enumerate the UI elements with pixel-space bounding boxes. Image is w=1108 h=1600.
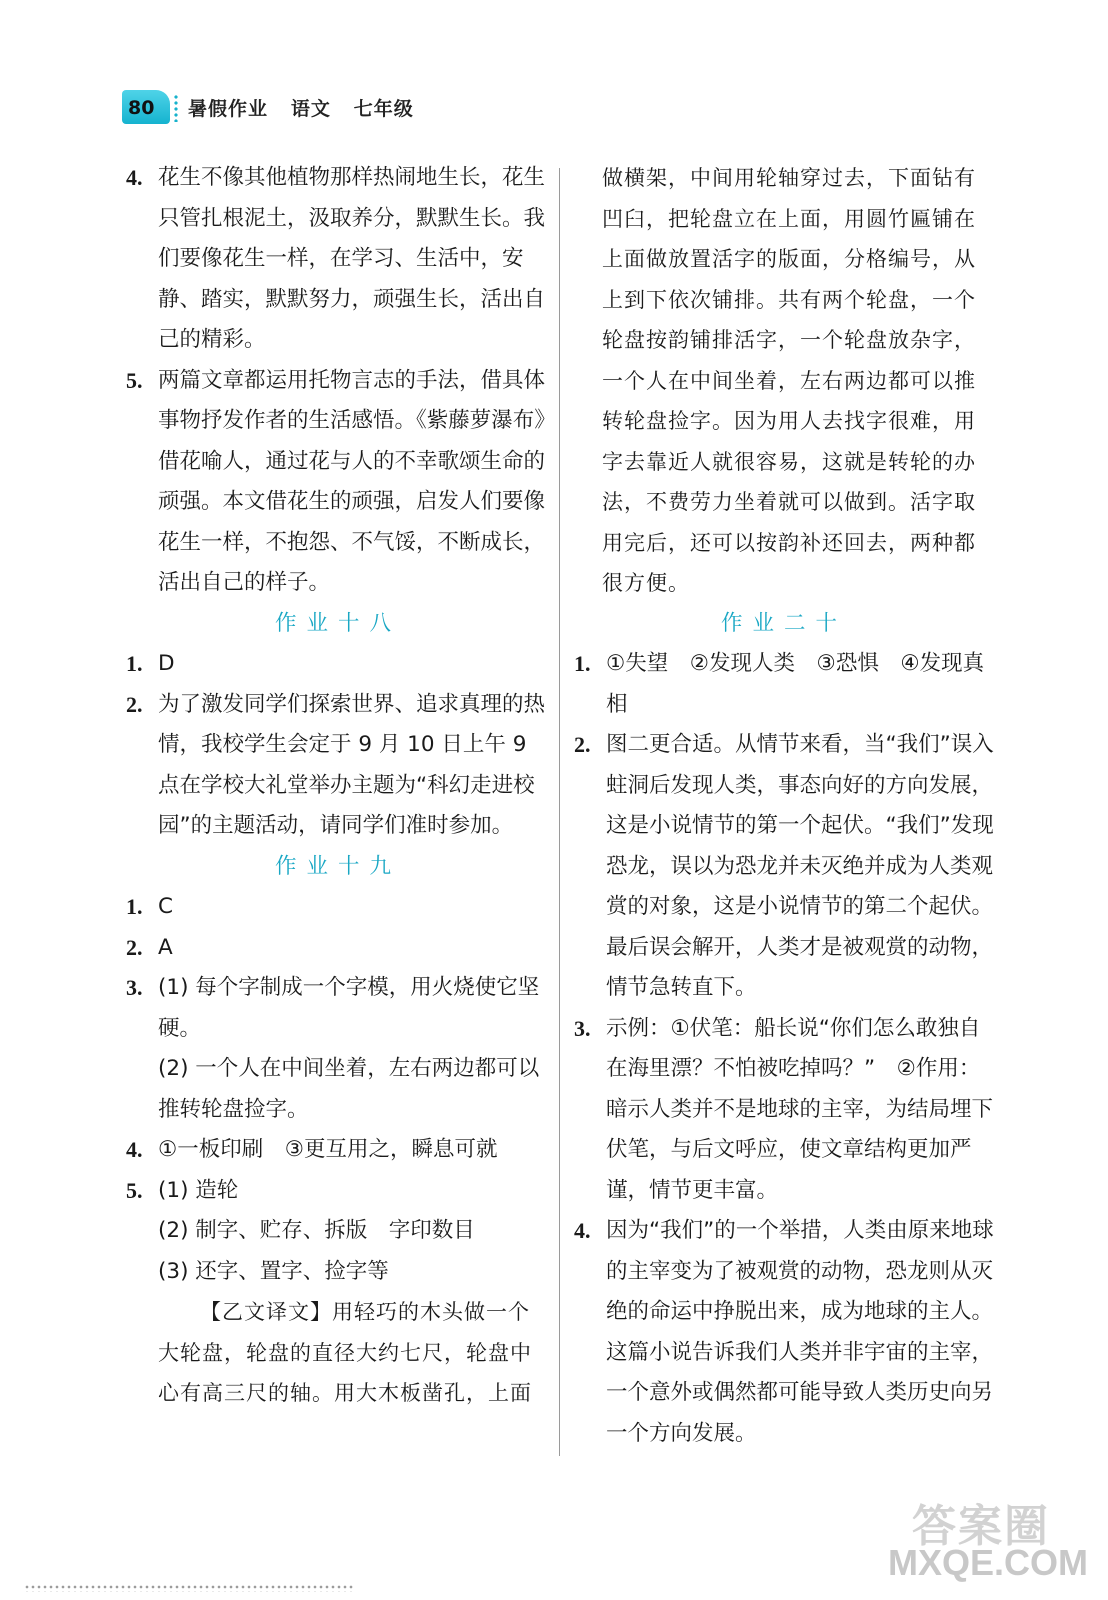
item-number: 1. xyxy=(574,651,591,676)
item-text: D xyxy=(158,651,175,676)
item-number: 4. xyxy=(126,165,143,190)
answer-item xyxy=(574,725,994,1009)
right-column xyxy=(574,158,994,1454)
watermark-cn: 答案圈 xyxy=(912,1502,1050,1551)
item-number: 3. xyxy=(574,1015,591,1041)
item-text: (1) 造轮 xyxy=(158,1177,239,1203)
item-text: ①一板印刷 ③更互用之，瞬息可就 xyxy=(158,1137,498,1162)
item-text: 两篇文章都运用托物言志的手法，借具体事物抒发作者的生活感悟。《紫藤萝瀑布》借花喻人，通过花与人的不幸歌颂生命的顽强。本文借花生的顽强，启发人们要像花生一样，不抱怨、不气馁，不断成长，活出自己的样子。 xyxy=(158,367,546,595)
translation-text-right: 做横架，中间用轮轴穿过去，下面钻有凹臼，把轮盘立在上面，用圆竹匾铺在上面做放置活字的版面，分格编号，从上到下依次铺排。共有两个轮盘，一个轮盘按韵铺排活字，一个轮盘放杂字，一个人在中间坐着，左右两边都可以推转轮盘捡字。因为用人去找字很难，用字去靠近人就很容易，这就是转轮的办法，不费劳力坐着就可以做到。活字取用完后，还可以按韵补还回去，两种都很方便。 xyxy=(602,166,976,595)
header-dots xyxy=(174,94,178,122)
page-header xyxy=(122,88,452,128)
item-number: 3. xyxy=(126,975,143,1000)
item-text: 因为“我们”的一个举措，人类由原来地球的主宰变为了被观赏的动物，恐龙则从灭绝的命运中挣脱出来，成为地球的主人。这篇小说告诉我们人类并非宇宙的主宰，一个意外或偶然都可能导致人类历史向另一个方向发展。 xyxy=(606,1218,994,1446)
item-number: 1. xyxy=(126,651,143,676)
page-number: 80 xyxy=(128,97,155,119)
answer-item xyxy=(574,1009,994,1212)
item-number: 5. xyxy=(126,1177,143,1203)
answer-item xyxy=(126,361,550,604)
header-title: 暑假作业 语文 七年级 xyxy=(188,98,414,120)
item-text: 示例：①伏笔：船长说“你们怎么敢独自在海里漂？不怕被吃掉吗？” ②作用：暗示人类并不是地球的主宰，为结局埋下伏笔，与后文呼应，使文章结构更加严谨，情节更丰富。 xyxy=(606,1015,994,1203)
item-text: C xyxy=(158,894,174,919)
sub-answer: (3) 还字、置字、捡字等 xyxy=(158,1258,389,1284)
item-number: 1. xyxy=(126,894,143,919)
answer-item xyxy=(574,644,994,725)
item-text: 为了激发同学们探索世界、追求真理的热情，我校学生会定于 9 月 10 日上午 9 点在学校大礼堂举办主题为“科幻走进校园”的主题活动，请同学们准时参加。 xyxy=(158,691,546,838)
item-text: 花生不像其他植物那样热闹地生长，花生只管扎根泥土，汲取养分，默默生长。我们要像花生一样，在学习、生活中，安静、踏实，默默努力，顽强生长，活出自己的精彩。 xyxy=(158,165,546,352)
answer-item xyxy=(126,887,550,928)
section-title-20: 作业二十 xyxy=(720,610,847,636)
page-number-tab xyxy=(122,90,170,124)
sub-answer: (2) 一个人在中间坐着，左右两边都可以推转轮盘捡字。 xyxy=(158,1056,540,1122)
item-number: 2. xyxy=(126,934,143,960)
answer-item xyxy=(126,158,550,361)
item-number: 4. xyxy=(574,1218,591,1243)
watermark-en: MXQE.COM xyxy=(888,1542,1089,1583)
item-text: 图二更合适。从情节来看，当“我们”误入蛀洞后发现人类，事态向好的方向发展，这是小说情节的第一个起伏。“我们”发现恐龙，误以为恐龙并未灭绝并成为人类观赏的对象，这是小说情节的第二个起伏。最后误会解开，人类才是被观赏的动物，情节急转直下。 xyxy=(606,732,994,1000)
section-title-18: 作业十八 xyxy=(274,610,401,636)
answer-item xyxy=(126,968,550,1049)
answer-item xyxy=(126,1130,550,1171)
answer-item xyxy=(126,1171,550,1212)
section-title-19: 作业十九 xyxy=(274,853,401,879)
left-column xyxy=(126,158,550,1414)
sub-answer: (2) 制字、贮存、拆版 字印数目 xyxy=(158,1218,475,1243)
answer-item xyxy=(126,685,550,847)
column-divider xyxy=(559,168,560,1456)
item-text: (1) 每个字制成一个字模，用火烧使它坚硬。 xyxy=(158,975,540,1041)
answer-item xyxy=(126,928,550,969)
answer-item xyxy=(574,1211,994,1454)
item-number: 4. xyxy=(126,1137,143,1162)
item-number: 2. xyxy=(574,732,591,757)
watermark-logo xyxy=(878,1490,1098,1590)
translation-text-left: 【乙文译文】用轻巧的木头做一个大轮盘，轮盘的直径大约七尺，轮盘中心有高三尺的轴。用大木板凿孔，上面 xyxy=(158,1300,532,1405)
item-number: 2. xyxy=(126,691,143,717)
answer-item xyxy=(126,644,550,685)
item-text: A xyxy=(158,934,173,960)
bottom-decoration xyxy=(24,1584,354,1592)
item-number: 5. xyxy=(126,367,143,393)
item-text: ①失望 ②发现人类 ③恐惧 ④发现真相 xyxy=(606,651,985,717)
